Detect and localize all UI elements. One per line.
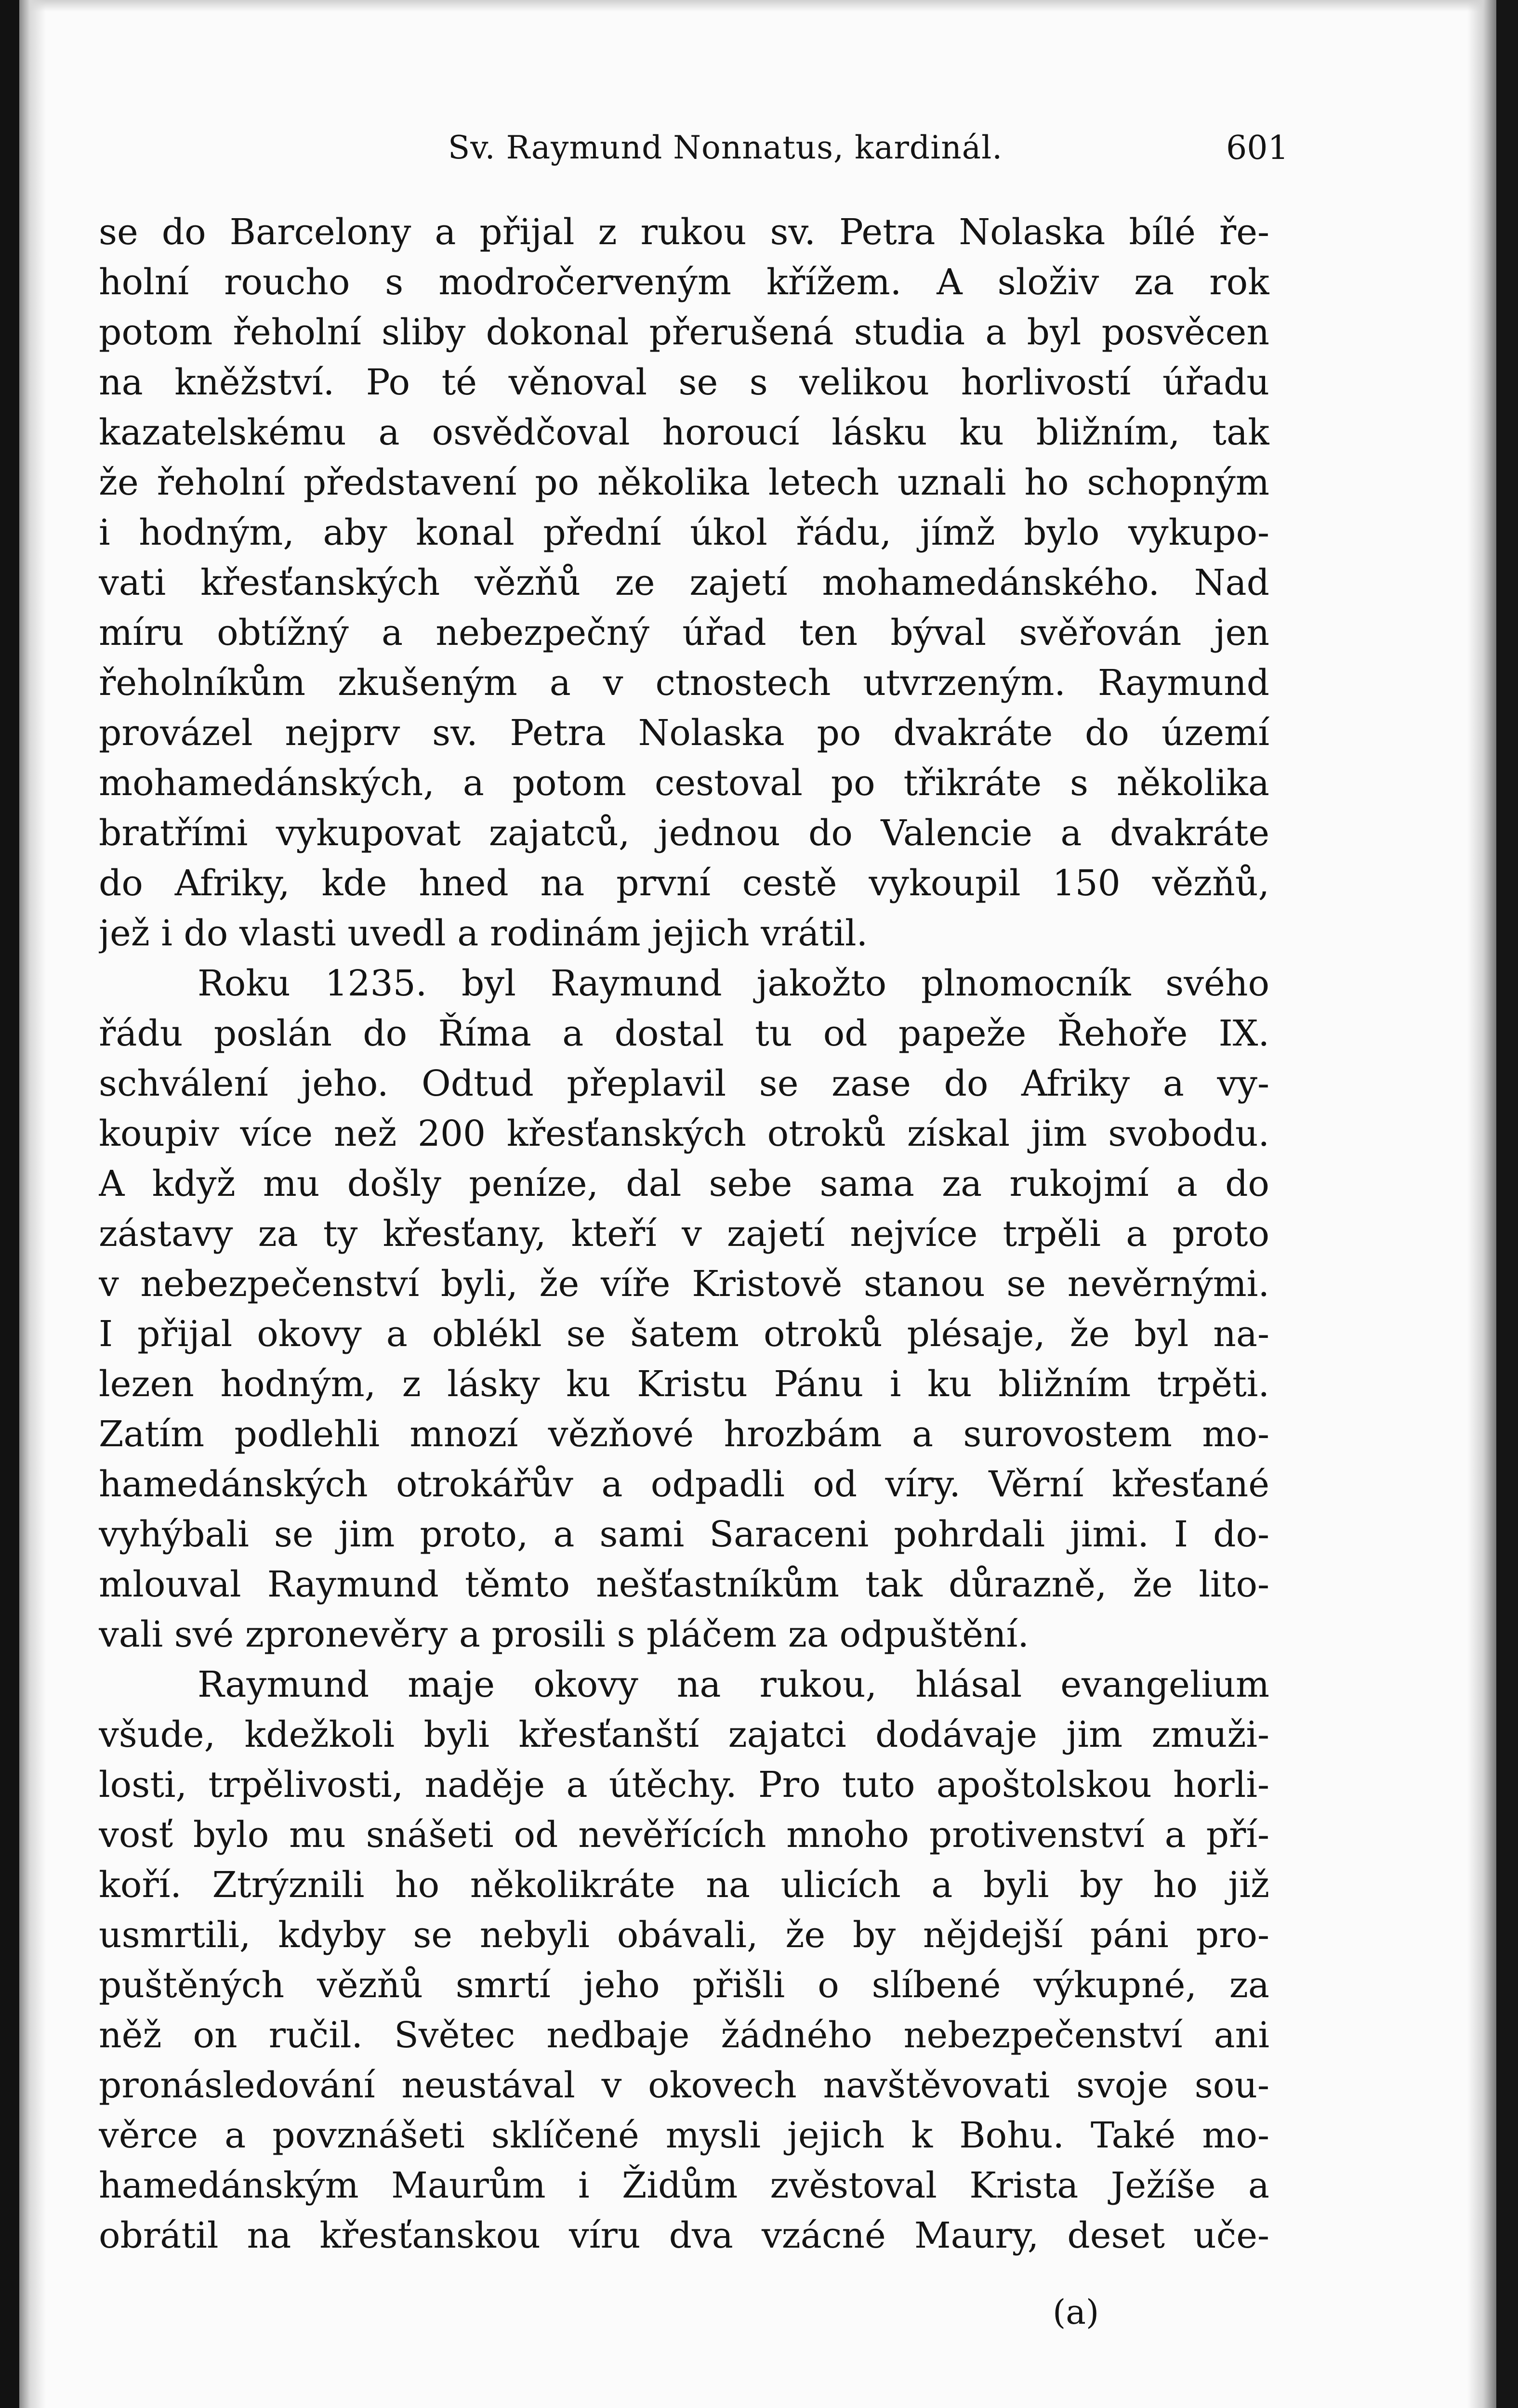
text-line: vyhýbali se jim proto, a sami Saraceni pohrdali jimi. I do- [99,1514,1269,1555]
text-line: na kněžství. Po té věnoval se s velikou horlivostí úřadu [99,362,1269,403]
right-edge-shadow [1467,0,1496,2408]
text-line: jež i do vlasti uvedl a rodinám jejich vrátil. [99,913,868,954]
text-line: A když mu došly peníze, dal sebe sama za rukojmí a do [99,1163,1269,1204]
text-line: mohamedánských, a potom cestoval po třikráte s několika [99,762,1269,804]
page-top-shadow [0,0,1518,12]
text-line: kazatelskému a osvědčoval horoucí lásku ku bližním, tak [99,412,1269,453]
text-line: vali své zpronevěry a prosili s pláčem za odpuštění. [99,1614,1029,1655]
text-line: potom řeholní sliby dokonal přerušená studia a byl posvěcen [99,312,1269,353]
text-line: řeholníkům zkušeným a v ctnostech utvrzeným. Raymund [99,662,1269,704]
text-line: Zatím podlehli mnozí vězňové hrozbám a surovostem mo- [99,1413,1269,1455]
text-line: do Afriky, kde hned na první cestě vykoupil 150 vězňů, [99,863,1269,904]
text-line: vosť bylo mu snášeti od nevěřících mnoho protivenství a pří- [99,1814,1269,1856]
text-line: obrátil na křesťanskou víru dva vzácné Maury, deset uče- [99,2215,1269,2256]
text-line: pronásledování neustával v okovech navštěvovati svoje sou- [99,2065,1269,2106]
text-line: puštěných vězňů smrtí jeho přišli o slíbené výkupné, za [99,1964,1269,2006]
text-line: řádu poslán do Říma a dostal tu od papeže Řehoře IX. [99,1013,1269,1054]
text-line: losti, trpělivosti, naděje a útěchy. Pro tuto apoštolskou horli- [99,1764,1269,1806]
text-line: že řeholní představení po několika letech uznali ho schopným [99,462,1269,503]
text-line: něž on ručil. Světec nedbaje žádného nebezpečenství ani [99,2015,1269,2056]
text-line: věrce a povznášeti sklíčené mysli jejich k Bohu. Také mo- [99,2115,1269,2156]
binding-edge [0,0,19,2408]
text-line: hamedánských otrokářův a odpadli od víry. Věrní křesťané [99,1464,1269,1505]
text-line: se do Barcelony a přijal z rukou sv. Petra Nolaska bílé ře- [99,211,1269,253]
right-page-edge [1496,0,1518,2408]
text-line: koupiv více než 200 křesťanských otroků získal jim svobodu. [99,1113,1269,1154]
page-number: 601 [1226,129,1289,167]
text-line: I přijal okovy a oblékl se šatem otroků plésaje, že byl na- [99,1313,1269,1355]
running-head: Sv. Raymund Nonnatus, kardinál. [448,129,1003,166]
signature-mark: (a) [1053,2292,1099,2332]
text-line: provázel nejprv sv. Petra Nolaska po dvakráte do území [99,712,1269,754]
text-line: vati křesťanských vězňů ze zajetí mohamedánského. Nad [99,562,1269,603]
text-line: hamedánským Maurům i Židům zvěstoval Krista Ježíše a [99,2165,1269,2206]
text-line: zástavy za ty křesťany, kteří v zajetí nejvíce trpěli a proto [99,1213,1269,1255]
text-line: všude, kdežkoli byli křesťanští zajatci dodávaje jim zmuži- [99,1714,1269,1755]
text-line: bratřími vykupovat zajatců, jednou do Valencie a dvakráte [99,812,1269,854]
text-line: i hodným, aby konal přední úkol řádu, jímž bylo vykupo- [99,512,1269,553]
text-line: míru obtížný a nebezpečný úřad ten býval svěřován jen [99,612,1269,654]
text-line: holní roucho s modročerveným křížem. A složiv za rok [99,262,1269,303]
text-line: schválení jeho. Odtud přeplavil se zase do Afriky a vy- [99,1063,1269,1104]
text-line: Roku 1235. byl Raymund jakožto plnomocník svého [198,963,1269,1004]
text-line: v nebezpečenství byli, že víře Kristově stanou se nevěrnými. [99,1263,1269,1305]
body-text [99,207,1269,2261]
text-line: Raymund maje okovy na rukou, hlásal evangelium [198,1664,1269,1705]
text-line: usmrtili, kdyby se nebyli obávali, že by nějdejší páni pro- [99,1914,1269,1956]
binding-shadow [19,0,46,2408]
text-line: lezen hodným, z lásky ku Kristu Pánu i ku bližním trpěti. [99,1363,1269,1405]
text-line: koří. Ztrýznili ho několikráte na ulicích a byli by ho již [99,1864,1269,1906]
text-line: mlouval Raymund těmto nešťastníkům tak důrazně, že lito- [99,1564,1269,1605]
